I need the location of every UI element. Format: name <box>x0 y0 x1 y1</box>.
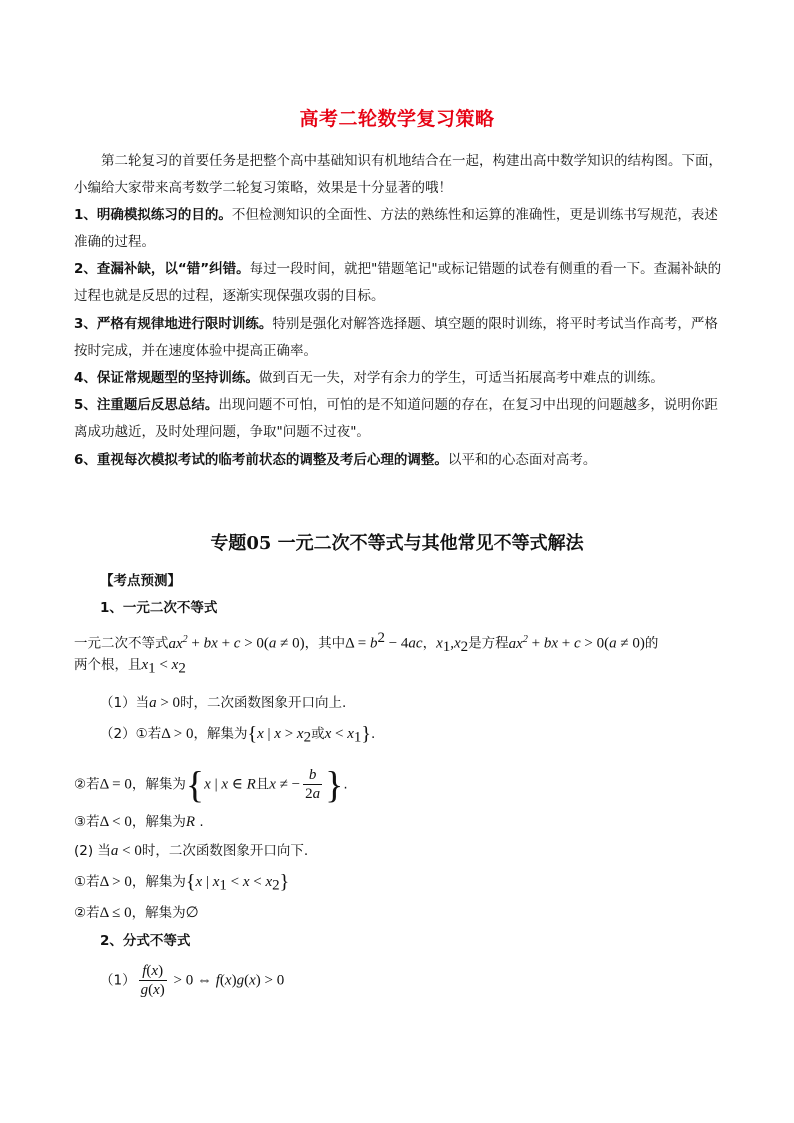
strategy-item: 6、重视每次模拟考试的临考前状态的调整及考后心理的调整。以平和的心态面对高考。 <box>74 452 597 468</box>
case-line: ②若Δ = 0，解集为{x | x ∈ R且x ≠ − $\frac{b}{2a}$ }. <box>74 764 348 807</box>
strategy-item: 5、注重题后反思总结。出现问题不可怕，可怕的是不知道问题的存在，在复习中出现的问题越多，说明你距离成功越近，及时处理问题，争取"问题不过夜"。 <box>74 397 718 440</box>
topic-title: 专题05 一元二次不等式与其他常见不等式解法 <box>210 533 584 554</box>
strategy-item: 3、严格有规律地进行限时训练。特别是强化对解答选择题、填空题的限时训练，将平时考试当作高考，严格按时完成，并在速度体验中提高正确率。 <box>74 316 718 359</box>
strategy-item: 4、保证常规题型的坚持训练。做到百无一失，对学有余力的学生，可适当拓展高考中难点的训练。 <box>74 370 664 386</box>
fraction-inequality-line: （1） $\frac{f(x)}{g(x)}$ > 0 ⇔ f(x)g(x) > 0 <box>100 963 285 998</box>
section-heading-2: 2、分式不等式 <box>100 933 191 949</box>
definition-line: 一元二次不等式$ax^2$ + bx + c > 0(a ≠ 0)，其中$\Delta = b^2 - 4ac$，$x_1,x_2$是方程$ax^2$ + bx + c > 0(a ≠ 0)的 <box>74 630 659 656</box>
section-heading-1: 1、一元二次不等式 <box>100 600 218 616</box>
strategy-item: 1、明确模拟练习的目的。不但检测知识的全面性、方法的熟练性和运算的准确性，更是训练书写规范，表述准确的过程。 <box>74 207 718 250</box>
case-line: ③若Δ < 0，解集为R . <box>74 814 204 830</box>
strategy-item: 2、查漏补缺，以“错”纠错。每过一段时间，就把"错题笔记"或标记错题的试卷有侧重的看一下。查漏补缺的过程也就是反思的过程，逐渐实现保强攻弱的目标。 <box>74 261 722 304</box>
case-line: ②若Δ ≤ 0，解集为∅ <box>74 905 199 921</box>
definition-line-2: 两个根，且$x_1 < x_2$ <box>74 657 186 677</box>
case-line: （2）①若Δ > 0，解集为{x | $x > x_2$或$x < x_1$}. <box>100 723 376 746</box>
page-title: 高考二轮数学复习策略 <box>299 108 495 130</box>
case-line: （1）当a > 0时，二次函数图象开口向上. <box>100 695 347 711</box>
intro-paragraph: 第二轮复习的首要任务是把整个高中基础知识有机地结合在一起，构建出高中数学知识的结构图。下面，小编给大家带来高考数学二轮复习策略，效果是十分显著的哦！ <box>74 153 722 196</box>
forecast-heading: 【考点预测】 <box>100 573 181 589</box>
case-line: (2) 当a < 0时，二次函数图象开口向下. <box>74 843 309 859</box>
case-line: ①若Δ > 0，解集为{x | $x_1 < x < x_2$} <box>74 871 290 894</box>
